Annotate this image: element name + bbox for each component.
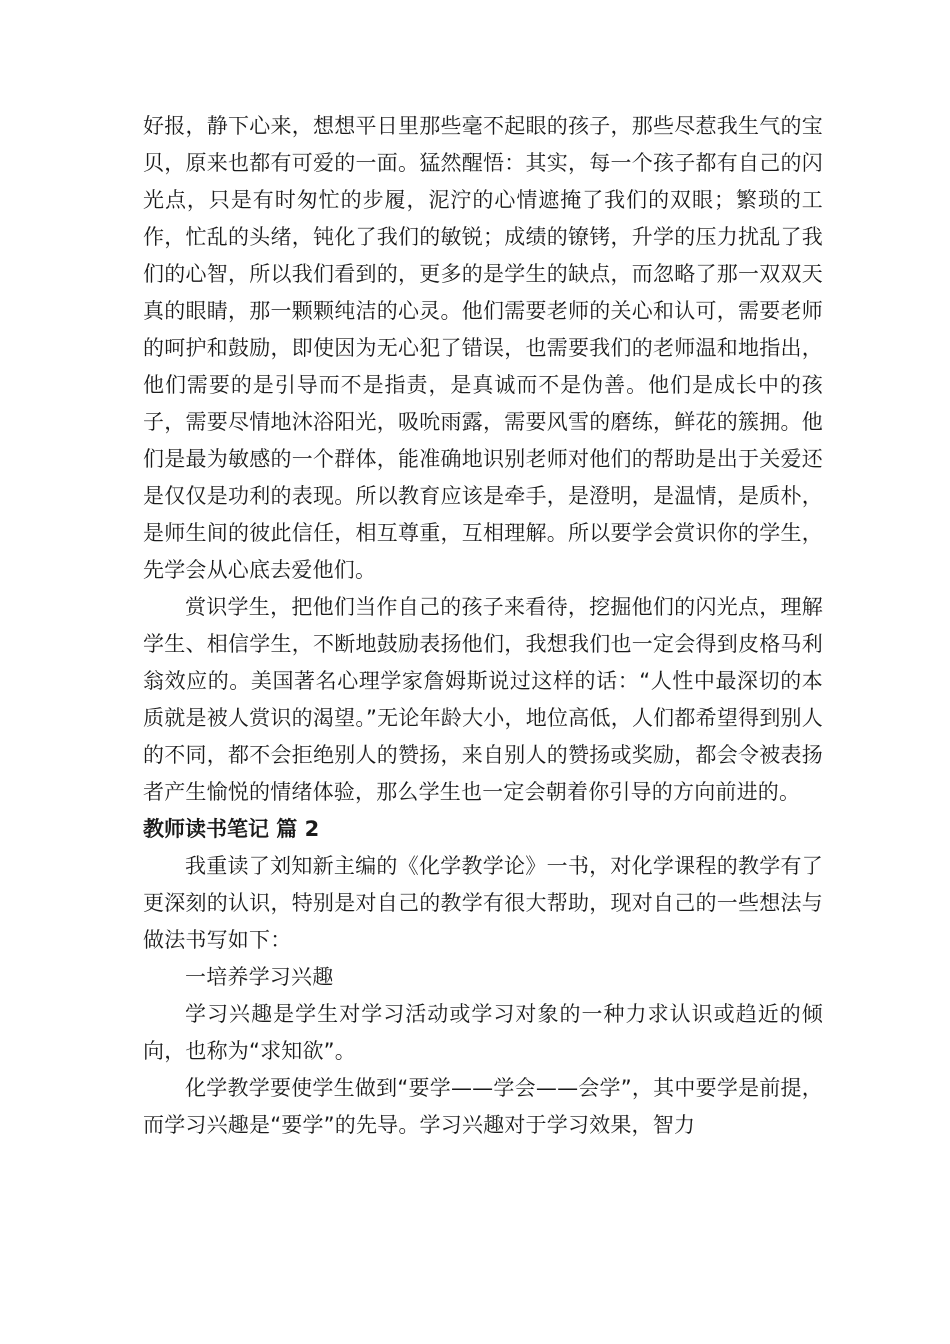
subheading-interest: 一培养学习兴趣 xyxy=(185,965,334,989)
paragraph-appreciation: 赏识学生，把他们当作自己的孩子来看待，挖掘他们的闪光点，理解学生、相信学生，不断地鼓励表扬他们，我想我们也一定会得到皮格马利翁效应的。美国著名心理学家詹姆斯说过这样的话：“人性中最深切的本质就是被人赏识的渴望。”无论年龄大小，地位高低，人们都希望得到别人的不同，都不会拒绝别人的赞扬，来自别人的赞扬或奖励，都会令被表扬者产生愉悦的情绪体验，那么学生也一定会朝着你引导的方向前进的。 xyxy=(143,595,823,804)
paragraph-chemistry-teaching: 化学教学要使学生做到“要学——学会——会学”，其中要学是前提，而学习兴趣是“要学”的先导。学习兴趣对于学习效果，智力 xyxy=(143,1076,823,1137)
section-heading: 教师读书笔记 篇 2 xyxy=(143,817,320,841)
text-column xyxy=(143,108,823,1144)
paragraph-interest-definition: 学习兴趣是学生对学习活动或学习对象的一种力求认识或趋近的倾向，也称为“求知欲”。 xyxy=(143,1002,823,1063)
paragraph-continued: 好报，静下心来，想想平日里那些毫不起眼的孩子，那些尽惹我生气的宝贝，原来也都有可爱的一面。猛然醒悟：其实，每一个孩子都有自己的闪光点，只是有时匆忙的步履，泥泞的心情遮掩了我们的双眼；繁琐的工作，忙乱的头绪，钝化了我们的敏锐；成绩的镣铐，升学的压力扰乱了我们的心智，所以我们看到的，更多的是学生的缺点，而忽略了那一双双天真的眼睛，那一颗颗纯洁的心灵。他们需要老师的关心和认可，需要老师的呵护和鼓励，即使因为无心犯了错误，也需要我们的老师温和地指出，他们需要的是引导而不是指责，是真诚而不是伪善。他们是成长中的孩子，需要尽情地沐浴阳光，吸吮雨露，需要风雪的磨练，鲜花的簇拥。他们是最为敏感的一个群体，能准确地识别老师对他们的帮助是出于关爱还是仅仅是功利的表现。所以教育应该是牵手，是澄明，是温情，是质朴，是师生间的彼此信任，相互尊重，互相理解。所以要学会赏识你的学生，先学会从心底去爱他们。 xyxy=(143,114,823,582)
section-intro-paragraph: 我重读了刘知新主编的《化学教学论》一书，对化学课程的教学有了更深刻的认识，特别是对自己的教学有很大帮助，现对自己的一些想法与做法书写如下： xyxy=(143,854,823,952)
